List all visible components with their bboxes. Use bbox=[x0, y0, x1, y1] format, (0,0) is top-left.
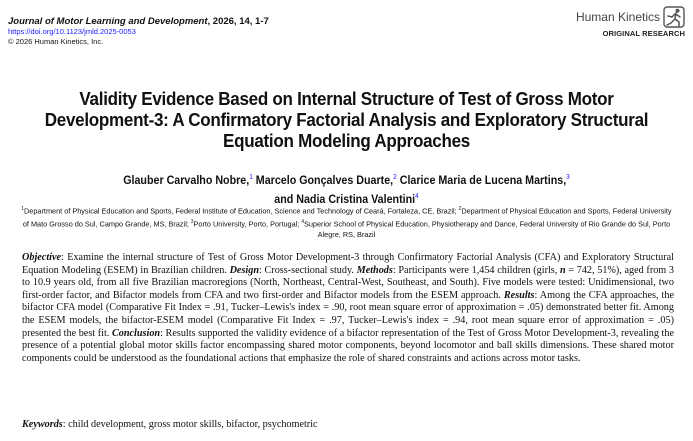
abstract bbox=[22, 252, 674, 365]
affiliation-ref[interactable]: 3 bbox=[566, 174, 570, 181]
results-label: Results bbox=[503, 289, 535, 301]
conclusion-text: : Results supported the validity evidence of a bifactor representation of the Test of Gross Motor Development-3, revealing the presence of a potential global motor skills factor encompassing shared motor components, beyond locomotor and ball skills dimensions. These shared motor components could be understood as the foundational actions that emphasize the role of shared constraints and actions across motor tasks. bbox=[22, 327, 674, 364]
journal-header bbox=[8, 17, 269, 47]
journal-citation bbox=[8, 17, 269, 27]
affiliation-ref[interactable]: 1 bbox=[249, 174, 253, 181]
affiliation: Department of Physical Education and Sports, Federal Institute of Education, Science and Technology of Ceará, Fortaleza, CE, Brazil; bbox=[24, 206, 459, 216]
affiliation: Department of Physical Education and Sports, Federal University of Mato Grosso do Sul, Campo Grande, MS, Brazil; bbox=[22, 206, 672, 229]
affiliation-number: 3 bbox=[190, 218, 194, 225]
methods-text: : Participants were 1,454 children (girls, bbox=[392, 264, 560, 276]
affiliations bbox=[21, 204, 672, 240]
publisher-name: Human Kinetics bbox=[575, 10, 660, 24]
keywords bbox=[22, 419, 318, 430]
results-text: : Among the CFA approaches, the bifactor CFA model (Comparative Fit Index = .91, Tucker–Lewis's index = .90, root mean square error of approximation = .05) demonstrated better fit. Among the ESEM models, the bifactor-ESEM model (Comparative Fit Index = .97, Tucker–Lewis's index = .94, root mean square error of approximation = .05) presented the best fit. bbox=[22, 289, 674, 339]
author: Glauber Carvalho Nobre, bbox=[123, 174, 250, 187]
article-type: ORIGINAL RESEARCH bbox=[602, 29, 685, 38]
copyright: © 2026 Human Kinetics, Inc. bbox=[8, 37, 104, 46]
affiliation-ref[interactable]: 2 bbox=[393, 174, 397, 181]
methods-n: n bbox=[559, 264, 566, 276]
journal-volume-pages: , 2026, 14, 1-7 bbox=[207, 16, 269, 27]
author: Clarice Maria de Lucena Martins, bbox=[399, 174, 567, 187]
methods-label: Methods bbox=[356, 264, 393, 276]
publisher-header bbox=[576, 6, 685, 38]
objective-label: Objective bbox=[22, 252, 62, 263]
affiliation-number: 1 bbox=[21, 206, 25, 212]
affiliation-number: 4 bbox=[301, 218, 305, 225]
doi-link[interactable]: https://doi.org/10.1123/jmld.2025-0053 bbox=[8, 27, 136, 36]
affiliation-ref[interactable]: 4 bbox=[415, 192, 419, 200]
author: Marcelo Gonçalves Duarte, bbox=[255, 174, 394, 187]
author-list bbox=[24, 170, 668, 208]
affiliation-number: 2 bbox=[458, 206, 462, 212]
paper-title: Validity Evidence Based on Internal Structure of Test of Gross Motor Development-3: A Confirmatory Factorial Analysis and Exploratory Structural Equation Modeling Approaches bbox=[44, 88, 649, 151]
keywords-text: : child development, gross motor skills, bifactor, psychometric bbox=[62, 419, 318, 430]
design-label: Design bbox=[229, 264, 260, 276]
methods-text: = 742, 51%), aged from 3 to 10.9 years old, from all five Brazilian macroregions (North, Northeast, Central-West, Southeast, and South). Five models were tested: Unidimensional, two first-order factor, and Bifactor models from CFA and two first-order and Bifactor models from the ESEM approach. bbox=[22, 264, 674, 301]
runner-logo-icon bbox=[663, 6, 685, 28]
journal-name: Journal of Motor Learning and Development bbox=[8, 16, 208, 27]
conclusion-label: Conclusion bbox=[111, 327, 161, 339]
keywords-label: Keywords bbox=[22, 419, 63, 430]
affiliation: Superior School of Physical Education, Physiotherapy and Dance, Federal University of Rio Grande do Sul, Porto Alegre, RS, Brazil bbox=[304, 219, 671, 240]
affiliation: Porto University, Porto, Portugal; bbox=[193, 219, 302, 229]
author: and Nadia Cristina Valentini bbox=[274, 193, 416, 206]
objective-text: : Examine the internal structure of Test of Gross Motor Development-3 through Confirmatory Factorial Analysis (CFA) and Exploratory Structural Equation Modeling (ESEM) in Brazilian children. bbox=[22, 252, 674, 276]
design-text: : Cross-sectional study. bbox=[259, 264, 357, 276]
